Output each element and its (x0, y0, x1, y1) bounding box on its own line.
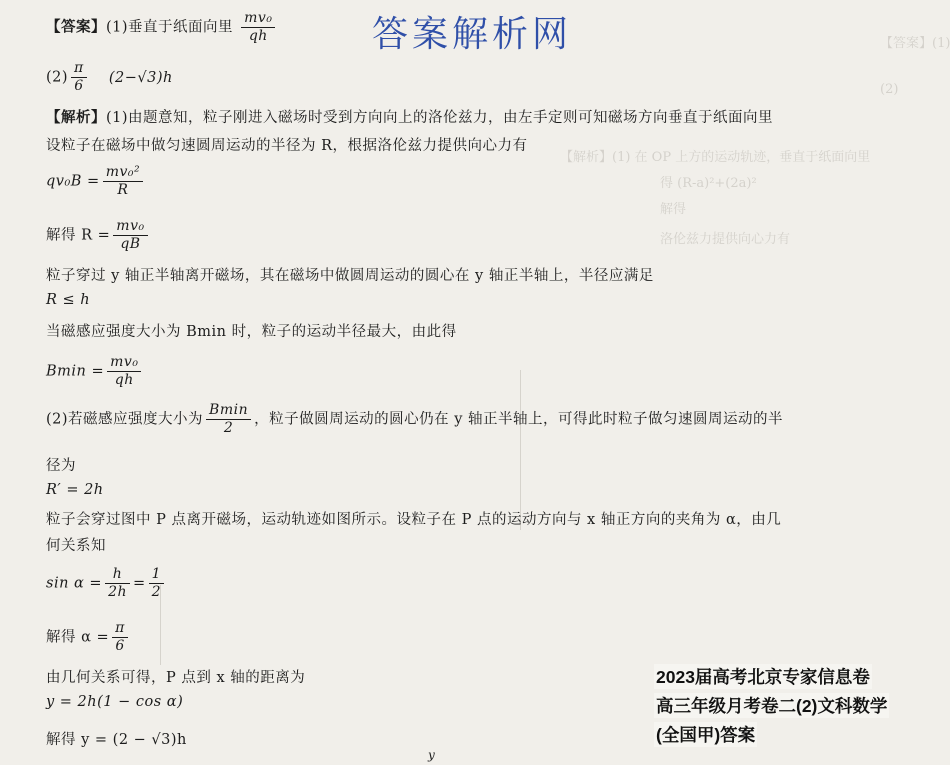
watermark-title: 答案解析网 (372, 14, 573, 55)
diagram-y-axis-label: y (428, 748, 436, 762)
answer-line-1 (46, 10, 278, 45)
analysis-line-4: 当磁感应强度大小为 Bmin 时，粒子的运动半径最大，由此得 (46, 324, 457, 340)
analysis-line-3: 粒子穿过 y 轴正半轴离开磁场，其在磁场中做圆周运动的圆心在 y 轴正半轴上，半径应满足 (46, 268, 654, 284)
bleed-diagram-line (520, 370, 521, 530)
bleed-text: 洛伦兹力提供向心力有 (660, 232, 791, 247)
analysis-line-7: 粒子会穿过图中 P 点离开磁场，运动轨迹如图所示。设粒子在 P 点的运动方向与 x 轴正方向的夹角为 α，由几 (46, 512, 782, 528)
equation-3: R ≤ h (46, 292, 91, 308)
analysis-line-8: 何关系知 (46, 538, 106, 554)
analysis-line-2: 设粒子在磁场中做匀速圆周运动的半径为 R，根据洛伦兹力提供向心力有 (46, 138, 528, 154)
bleed-text: 【解析】(1) 在 OP 上方的运动轨迹，垂直于纸面向里 (560, 150, 871, 165)
source-line-1: 2023届高考北京专家信息卷 (654, 664, 872, 689)
analysis-line-6: 径为 (46, 458, 76, 474)
bleed-text: (2) (880, 82, 899, 97)
equation-8: y = 2h(1 − cos α) (46, 694, 184, 710)
analysis-label: 【解析】 (46, 109, 106, 126)
answer-fraction-2: $\frac{\pi}{6}$ (71, 60, 87, 95)
equation-4: Bmin = $\frac{\text{mv₀}}{qh}$ (46, 354, 144, 389)
bleed-text: 【答案】(1) (880, 36, 950, 51)
equation-6: sin α = $\frac{h}{2h}$ = $\frac{1}{2}$ (46, 566, 167, 601)
analysis-line-5: (2)若磁感应强度大小为 $\frac{Bmin}{2}$ ，粒子做圆周运动的圆心仍在 y 轴正半轴上，可得此时粒子做匀速圆周运动的半 (46, 402, 784, 436)
answer-label: 【答案】 (46, 18, 106, 36)
analysis-line-1: 【解析】(1)由题意知，粒子刚进入磁场时受到方向向上的洛伦兹力，由左手定则可知磁场方向垂直于纸面向里 (46, 109, 774, 126)
equation-7: 解得 α = $\frac{\pi}{6}$ (46, 620, 131, 655)
answer-fraction-1: $\frac{\text{mv₀}}{qh}$ (241, 10, 275, 45)
equation-1: qv₀B = $\frac{\text{mv₀²}}{R}$ (46, 164, 146, 199)
bleed-text: 解得 (660, 202, 687, 217)
equation-5: R′ = 2h (46, 482, 104, 498)
analysis-line-9: 由几何关系可得，P 点到 x 轴的距离为 (46, 670, 306, 686)
answer-part1: (1)垂直于纸面向里 (106, 19, 234, 36)
source-line-2: 高三年级月考卷二(2)文科数学 (654, 693, 889, 718)
equation-2: 解得 R = $\frac{\text{mv₀}}{qB}$ (46, 218, 151, 253)
source-line-3: (全国甲)答案 (654, 722, 757, 747)
answer-line-2: (2) $\frac{\pi}{6}$ (2−√3)h (46, 60, 173, 94)
equation-9: 解得 y = (2 − √3)h (46, 732, 187, 748)
bleed-text: 得 (R-a)²+(2a)² (660, 176, 757, 191)
answer-part2-value: (2−√3)h (108, 69, 173, 86)
